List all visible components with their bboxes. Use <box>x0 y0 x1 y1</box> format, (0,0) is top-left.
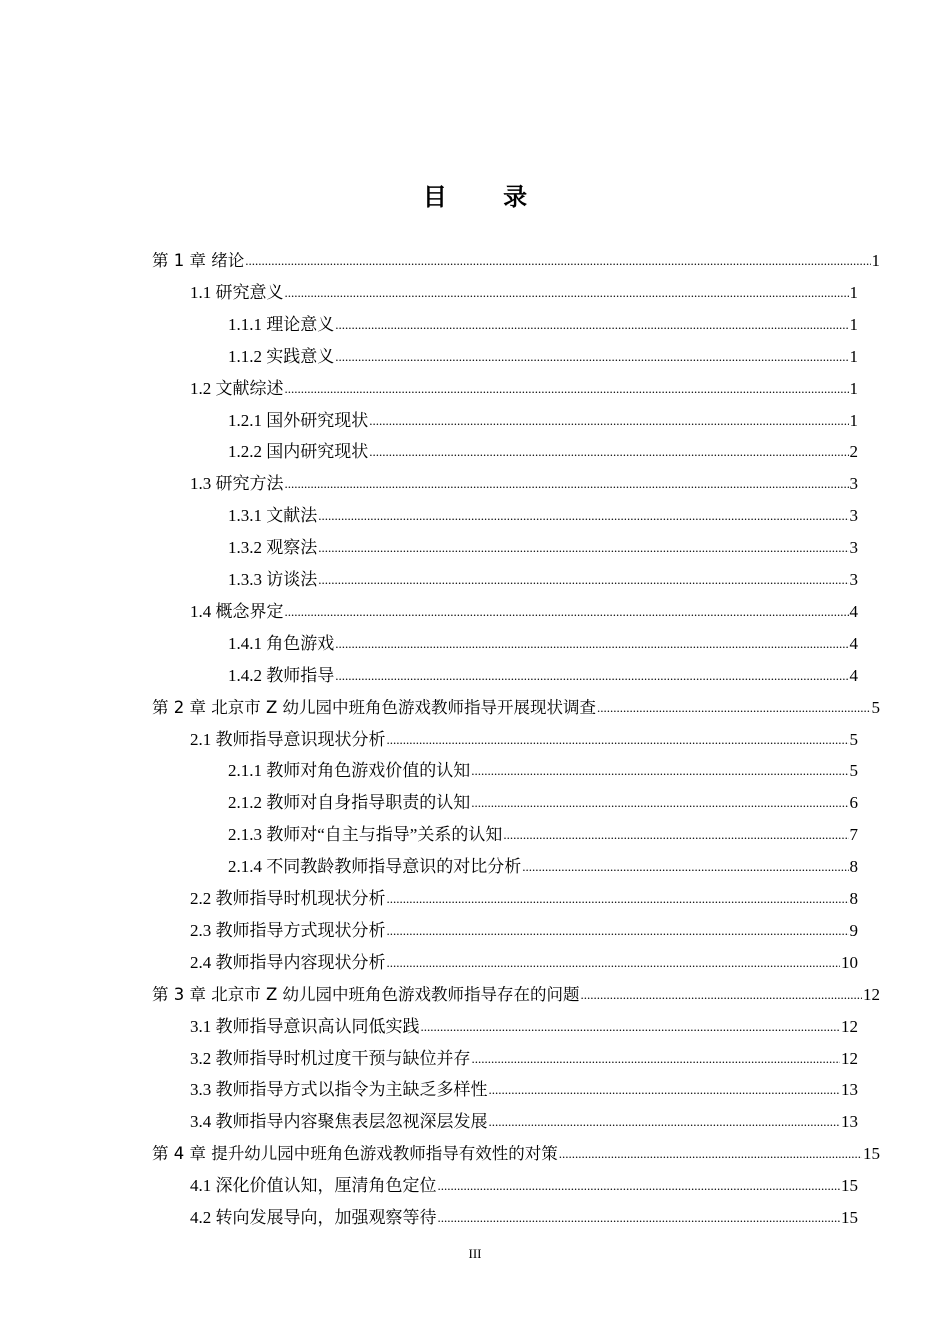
toc-entry-title: 2.4 教师指导内容现状分析 <box>190 952 386 972</box>
toc-entry-title: 1.4 概念界定 <box>190 601 284 621</box>
toc-entry[interactable] <box>190 282 858 304</box>
toc-dot-leader <box>318 505 848 527</box>
toc-dot-leader <box>503 824 848 846</box>
toc-entry-page-number: 15 <box>841 1176 858 1196</box>
toc-entry[interactable] <box>190 601 858 623</box>
toc-entry-page-number: 2 <box>849 442 858 462</box>
toc-entry-title: 3.3 教师指导方式以指令为主缺乏多样性 <box>190 1080 488 1100</box>
toc-entry-page-number: 1 <box>871 251 880 270</box>
toc-dot-leader <box>245 250 870 272</box>
toc-entry[interactable] <box>228 792 858 814</box>
toc-entry-title: 第 1 章 绪论 <box>152 251 245 270</box>
toc-chapter-entry[interactable] <box>152 984 880 1006</box>
toc-entry[interactable] <box>228 441 858 463</box>
toc-dot-leader <box>335 346 848 368</box>
toc-entry-title: 4.1 深化价值认知，厘清角色定位 <box>190 1176 437 1196</box>
toc-entry-title: 2.1.4 不同教龄教师指导意识的对比分析 <box>228 857 522 877</box>
toc-entry[interactable] <box>190 473 858 495</box>
toc-dot-leader <box>489 1079 841 1101</box>
toc-entry-title: 1.3.2 观察法 <box>228 538 318 558</box>
toc-entry-page-number: 1 <box>849 314 858 334</box>
toc-entry[interactable] <box>190 1175 858 1197</box>
toc-entry-title: 1.2.2 国内研究现状 <box>228 442 369 462</box>
toc-entry-page-number: 6 <box>849 793 858 813</box>
toc-entry-page-number: 4 <box>849 665 858 685</box>
toc-entry-page-number: 8 <box>849 889 858 908</box>
toc-entry-title: 1.1.2 实践意义 <box>228 346 335 366</box>
toc-entry-title: 1.1 研究意义 <box>190 282 284 302</box>
toc-dot-leader <box>335 314 848 336</box>
toc-dot-leader <box>318 569 848 591</box>
toc-dot-leader <box>438 1207 841 1229</box>
toc-entry[interactable] <box>228 665 858 687</box>
toc-chapter-entry[interactable] <box>152 697 880 719</box>
toc-dot-leader <box>472 1048 841 1070</box>
toc-entry[interactable] <box>228 856 858 878</box>
toc-dot-leader <box>285 378 849 400</box>
toc-entry-page-number: 3 <box>849 570 858 589</box>
toc-entry[interactable] <box>228 569 858 591</box>
toc-entry-page-number: 5 <box>849 761 858 781</box>
toc-entry-page-number: 1 <box>849 346 858 366</box>
toc-entry-page-number: 8 <box>849 857 858 877</box>
toc-entry-title: 3.2 教师指导时机过度干预与缺位并存 <box>190 1048 471 1068</box>
toc-entry-title: 1.4.2 教师指导 <box>228 665 335 685</box>
toc-entry[interactable] <box>228 314 858 336</box>
toc-entry-title: 第 4 章 提升幼儿园中班角色游戏教师指导有效性的对策 <box>152 1144 558 1164</box>
toc-chapter-entry[interactable] <box>152 1143 880 1165</box>
toc-entry[interactable] <box>228 410 858 432</box>
toc-dot-leader <box>285 282 849 304</box>
toc-entry-page-number: 12 <box>863 984 880 1004</box>
toc-entry-page-number: 7 <box>849 825 858 845</box>
toc-dot-leader <box>387 888 849 910</box>
toc-entry-title: 1.4.1 角色游戏 <box>228 633 335 653</box>
toc-entry[interactable] <box>190 952 858 974</box>
toc-dot-leader <box>369 410 848 432</box>
toc-entry-title: 1.2.1 国外研究现状 <box>228 410 369 430</box>
toc-dot-leader <box>285 473 849 495</box>
toc-dot-leader <box>318 537 848 559</box>
toc-entry-page-number: 1 <box>849 410 858 430</box>
toc-entry-title: 1.1.1 理论意义 <box>228 314 335 334</box>
toc-dot-leader <box>387 952 841 974</box>
toc-entry-title: 2.2 教师指导时机现状分析 <box>190 889 386 908</box>
toc-dot-leader <box>285 601 849 623</box>
toc-entry-title: 3.1 教师指导意识高认同低实践 <box>190 1016 420 1036</box>
toc-entry-page-number: 1 <box>849 378 858 398</box>
toc-dot-leader <box>471 792 848 814</box>
page-title: 目 录 <box>422 183 552 211</box>
toc-entry[interactable] <box>190 378 858 400</box>
toc-dot-leader <box>438 1175 841 1197</box>
toc-entry[interactable] <box>190 729 858 751</box>
toc-entry-title: 第 3 章 北京市 Z 幼儿园中班角色游戏教师指导存在的问题 <box>152 984 580 1004</box>
toc-entry-page-number: 9 <box>849 920 858 940</box>
toc-entry-page-number: 4 <box>849 633 858 653</box>
page-number: III <box>468 1246 482 1261</box>
toc-entry-page-number: 5 <box>849 729 858 749</box>
toc-entry[interactable] <box>228 760 858 782</box>
toc-dot-leader <box>335 633 848 655</box>
toc-entry-page-number: 15 <box>841 1208 858 1227</box>
toc-entry-title: 1.3.3 访谈法 <box>228 570 318 589</box>
toc-entry-page-number: 4 <box>849 601 858 621</box>
toc-entry[interactable] <box>228 505 858 527</box>
toc-entry-page-number: 3 <box>849 506 858 526</box>
toc-entry-title: 1.3.1 文献法 <box>228 506 318 526</box>
toc-entry-title: 2.3 教师指导方式现状分析 <box>190 920 386 940</box>
toc-dot-leader <box>421 1016 841 1038</box>
toc-entry-title: 1.2 文献综述 <box>190 378 284 398</box>
toc-entry-page-number: 1 <box>849 282 858 302</box>
toc-entry-title: 2.1.2 教师对自身指导职责的认知 <box>228 793 471 813</box>
toc-entry-page-number: 15 <box>863 1144 880 1164</box>
toc-entry-title: 2.1.3 教师对“自主与指导”关系的认知 <box>228 825 503 845</box>
toc-entry-page-number: 12 <box>841 1016 858 1036</box>
toc-entry-page-number: 3 <box>849 538 858 558</box>
toc-entry[interactable] <box>190 1016 858 1038</box>
toc-entry[interactable] <box>190 888 858 910</box>
toc-entry-page-number: 12 <box>841 1048 858 1068</box>
toc-entry-title: 4.2 转向发展导向，加强观察等待 <box>190 1208 437 1227</box>
toc-dot-leader <box>387 729 849 751</box>
toc-entry-page-number: 3 <box>849 474 858 494</box>
toc-dot-leader <box>387 920 849 942</box>
toc-entry-title: 第 2 章 北京市 Z 幼儿园中班角色游戏教师指导开展现状调查 <box>152 697 597 717</box>
toc-entry[interactable] <box>228 824 858 846</box>
toc-entry-page-number: 13 <box>841 1112 858 1132</box>
toc-dot-leader <box>581 984 862 1006</box>
toc-dot-leader <box>559 1143 862 1165</box>
toc-entry-page-number: 13 <box>841 1080 858 1100</box>
toc-entry[interactable] <box>190 1207 858 1229</box>
toc-entry[interactable] <box>190 1079 858 1101</box>
toc-entry[interactable] <box>190 920 858 942</box>
toc-dot-leader <box>369 441 848 463</box>
toc-entry-page-number: 5 <box>871 697 880 717</box>
toc-dot-leader <box>335 665 848 687</box>
toc-entry-title: 2.1.1 教师对角色游戏价值的认知 <box>228 761 471 781</box>
toc-entry[interactable] <box>190 1048 858 1070</box>
toc-entry[interactable] <box>228 537 858 559</box>
toc-entry[interactable] <box>228 346 858 368</box>
toc-entry-page-number: 10 <box>841 952 858 972</box>
toc-entry[interactable] <box>228 633 858 655</box>
toc-dot-leader <box>471 760 848 782</box>
toc-dot-leader <box>489 1111 841 1133</box>
toc-entry-title: 3.4 教师指导内容聚焦表层忽视深层发展 <box>190 1112 488 1132</box>
toc-dot-leader <box>597 697 870 719</box>
toc-entry-title: 2.1 教师指导意识现状分析 <box>190 729 386 749</box>
toc-entry-title: 1.3 研究方法 <box>190 474 284 494</box>
toc-entry[interactable] <box>190 1111 858 1133</box>
toc-chapter-entry[interactable] <box>152 250 880 272</box>
toc-dot-leader <box>522 856 848 878</box>
